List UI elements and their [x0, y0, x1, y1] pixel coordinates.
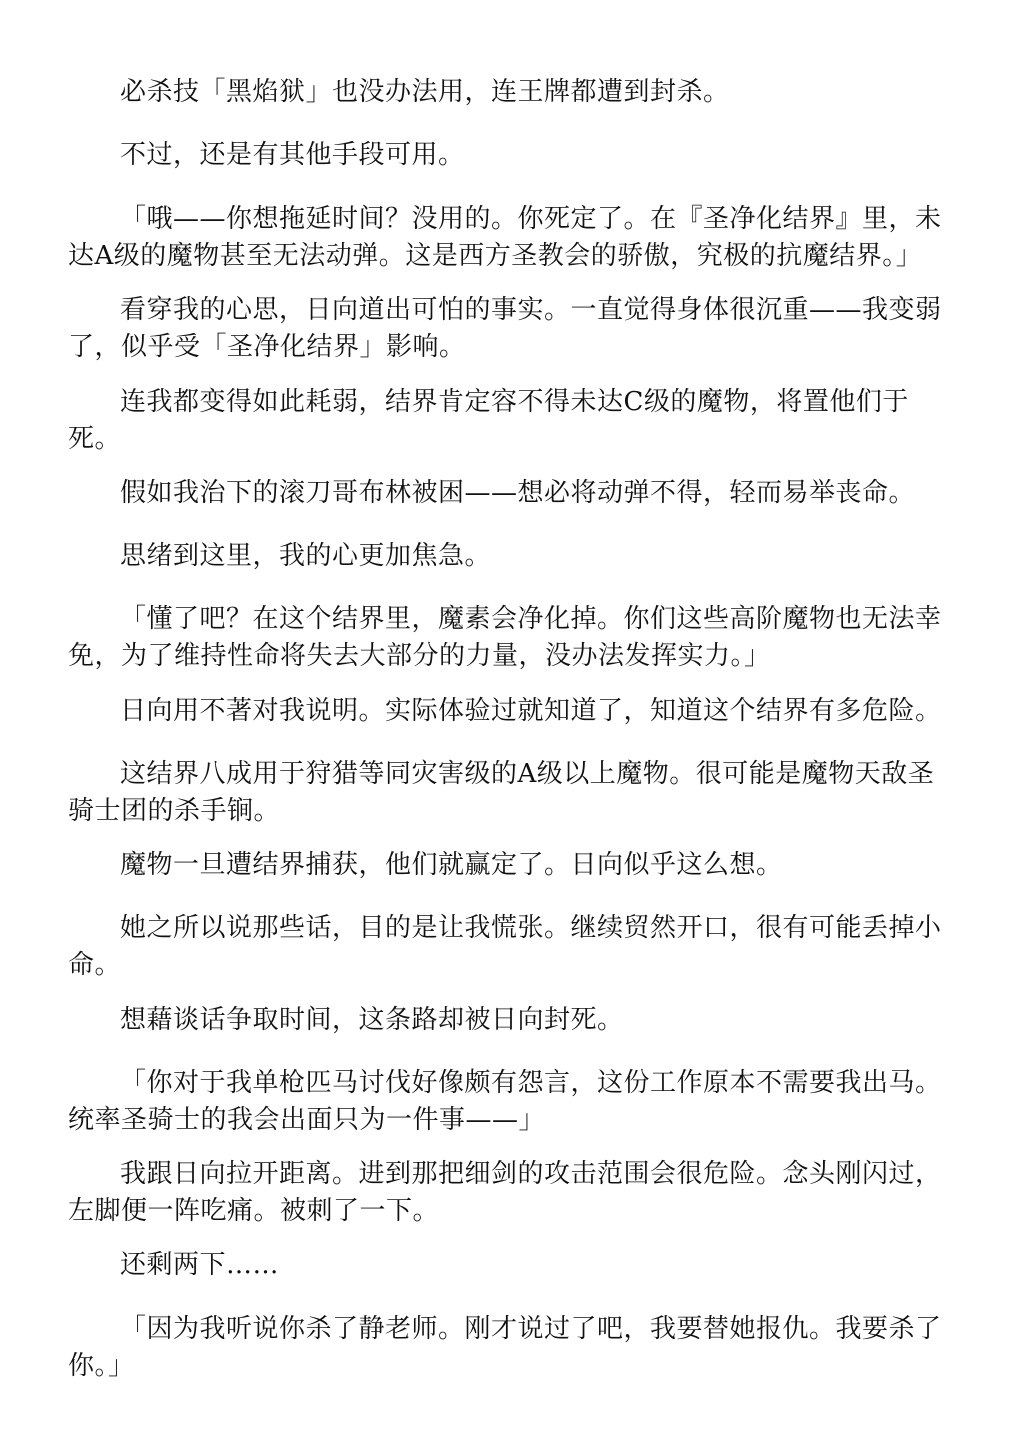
paragraph: 「懂了吧？在这个结界里，魔素会净化掉。你们这些高阶魔物也无法幸免，为了维持性命将失去大部分的力量，没办法发挥实力。」 [68, 604, 942, 671]
paragraph: 必杀技「黑焰狱」也没办法用，连王牌都遭到封杀。 [120, 77, 730, 107]
paragraph: 「因为我听说你杀了静老师。刚才说过了吧，我要替她报仇。我要杀了你。」 [68, 1314, 942, 1381]
paragraph: 思绪到这里，我的心更加焦急。 [120, 541, 492, 571]
paragraph: 这结界八成用于狩猎等同灾害级的A级以上魔物。很可能是魔物天敌圣骑士团的杀手锏。 [68, 759, 935, 826]
paragraph: 不过，还是有其他手段可用。 [120, 140, 465, 170]
paragraph: 想藉谈话争取时间，这条路却被日向封死。 [120, 1005, 624, 1035]
paragraph: 「哦——你想拖延时间？没用的。你死定了。在『圣净化结界』里，未达A级的魔物甚至无法动弹。这是西方圣教会的骄傲，究极的抗魔结界。」 [68, 204, 942, 271]
paragraph: 我跟日向拉开距离。进到那把细剑的攻击范围会很危险。念头刚闪过，左脚便一阵吃痛。被刺了一下。 [68, 1159, 942, 1226]
paragraph: 还剩两下…… [120, 1250, 280, 1280]
paragraph: 魔物一旦遭结界捕获，他们就赢定了。日向似乎这么想。 [120, 850, 783, 880]
paragraph: 假如我治下的滚刀哥布林被困——想必将动弹不得，轻而易举丧命。 [120, 478, 916, 508]
paragraph: 看穿我的心思，日向道出可怕的事实。一直觉得身体很沉重——我变弱了，似乎受「圣净化结界」影响。 [68, 295, 942, 362]
paragraph: 日向用不著对我说明。实际体验过就知道了，知道这个结界有多危险。 [120, 696, 942, 726]
paragraph: 「你对于我单枪匹马讨伐好像颇有怨言，这份工作原本不需要我出马。统率圣骑士的我会出面只为一件事——」 [68, 1068, 942, 1135]
paragraph: 连我都变得如此耗弱，结界肯定容不得未达C级的魔物，将置他们于死。 [68, 387, 909, 454]
paragraph: 她之所以说那些话，目的是让我慌张。继续贸然开口，很有可能丢掉小命。 [68, 913, 942, 980]
